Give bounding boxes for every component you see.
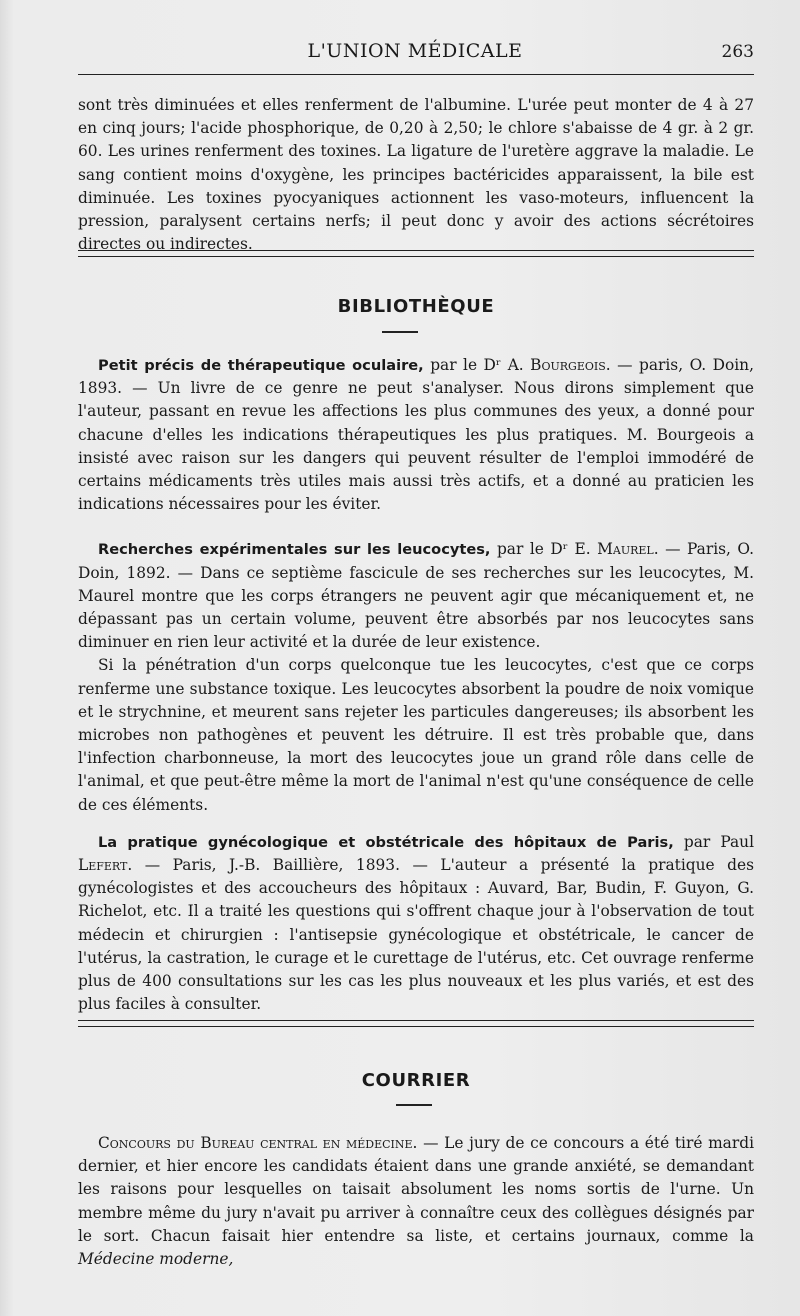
- header-rule: [78, 74, 754, 75]
- review-title: La pratique gynécologique et obstétricale des hôpitaux de Paris,: [98, 833, 674, 851]
- review-title: Recherches expérimentales sur les leucocytes,: [98, 541, 491, 559]
- review-text: . — Paris, O. Doin, 1892. — Dans ce septième fascicule de ses recherches sur les leucocytes, M. Maurel montre que les corps étrangers ne peuvent agir que mécaniquement et, ne dépassant pas un certain volume, peuvent être absorbés par nos leucocytes sans diminuer en rien leur activité et la durée de leur existence.: [78, 540, 755, 652]
- review-text: . — Paris, J.-B. Baillière, 1893. — L'auteur a présenté la pratique des gynécologistes et des accoucheurs des hôpitaux : Auvard, Bar, Budin, F. Guyon, G. Richelot, etc. Il a traité les questions qui s'offrent chaque jour à l'observation de tout médecin et chirurgien : l'antisepsie gynécologique et obstétricale, le cancer de l'utérus, la castration, le curage et le curettage de l'utérus, etc. Cet ouvrage renferme plus de 400 consultations sur les cas les plus nouveaux et les plus variés, et est des plus faciles à consulter.: [78, 856, 754, 1014]
- courrier-heading: COURRIER: [361, 1070, 471, 1091]
- page-number: 263: [721, 42, 754, 62]
- review-author: Bourgeois: [530, 356, 606, 374]
- intro-text: sont très diminuées et elles renferment de l'albumine. L'urée peut monter de 4 à 27 en cinq jours; l'acide phosphorique, de 0,20 à 2,50; le chlore s'abaisse de 4 gr. à 2 gr. 60. Les urines renferment des toxines. La ligature de l'uretère aggrave la maladie. Le sang contient moins d'oxygène, les principes bactéricides apparaissent, la bile est diminuée. Les toxines pyocyaniques actionnent les vaso-moteurs, influencent la pression, paralysent certains nerfs; il peut donc y avoir des actions sécrétoires directes ou indirectes.: [78, 96, 754, 254]
- courrier-lead: Concours du Bureau central en médecine.: [98, 1134, 418, 1152]
- courrier-text: Concours du Bureau central en médecine. — Le jury de ce concours a été tiré mardi dernier, et hier encore les candidats étaient dans une grande anxiété, se demandant les raisons pour lesquelles on taisait absolument les noms sortis de l'urne. Un membre même du jury n'avait pu arriver à connaître ceux des collègues désignés par le sort. Chacun faisait hier entendre sa liste, et certains journaux, comme la Médecine moderne,: [78, 1134, 754, 1269]
- section-divider-bottom: [78, 1020, 754, 1027]
- heading-underline: [382, 331, 418, 333]
- bibliotheque-reviews: [78, 354, 754, 1016]
- section-divider-top: [78, 250, 754, 257]
- courrier-paragraph: [78, 1132, 754, 1271]
- journal-name: Médecine moderne,: [78, 1250, 234, 1269]
- review-text: . — paris, O. Doin, 1893. — Un livre de ce genre ne peut s'analyser. Nous dirons simplement que l'auteur, passant en revue les affections les plus communes des yeux, a donné pour chacune d'elles les indications thérapeutiques les plus pratiques. M. Bourgeois a insisté avec raison sur les dangers qui peuvent résulter de l'emploi immodéré de certains médicaments très utiles mais aussi très actifs, et a donné au praticien les indications nécessaires pour les éviter.: [78, 356, 754, 514]
- intro-paragraph: [78, 94, 754, 256]
- review-title: Petit précis de thérapeutique oculaire,: [98, 357, 424, 374]
- running-title: L'UNION MÉDICALE: [307, 40, 523, 62]
- review-author: Maurel: [597, 540, 654, 559]
- bibliotheque-heading: BIBLIOTHÈQUE: [337, 296, 495, 317]
- review-recherches-continued: Si la pénétration d'un corps quelconque tue les leucocytes, c'est que ce corps renferme une substance toxique. Les leucocytes absorbent la poudre de noix vomique et le strychnine, et meurent sans rejeter les particules dangereuses; ils absorbent les microbes non pathogènes et peuvent les détruire. Il est très probable que, dans l'infection charbonneuse, la mort des leucocytes joue un grand rôle dans celle de l'animal, et que peut-être même la mort de l'animal n'est qu'une conséquence de celle de ces éléments.: [78, 656, 754, 814]
- page-header: [76, 36, 754, 66]
- review-author: Lefert: [78, 856, 128, 875]
- review-pratique-gynecologique: La pratique gynécologique et obstétricale des hôpitaux de Paris, par Paul Lefert. — Paris, J.-B. Baillière, 1893. — L'auteur a présenté la pratique des gynécologistes et des accoucheurs des hôpitaux : Auvard, Bar, Budin, F. Guyon, G. Richelot, etc. Il a traité les questions qui s'offrent chaque jour à l'observation de tout médecin et chirurgien : l'antisepsie gynécologique et obstétricale, le cancer de l'utérus, la castration, le curage et le curettage de l'utérus, etc. Cet ouvrage renferme plus de 400 consultations sur les cas les plus nouveaux et les plus variés, et est des plus faciles à consulter.: [78, 832, 755, 1014]
- review-recherches: Recherches expérimentales sur les leucocytes, par le Dʳ E. Maurel. — Paris, O. Doin, 1892. — Dans ce septième fascicule de ses recherches sur les leucocytes, M. Maurel montre que les corps étrangers ne peuvent agir que mécaniquement et, ne dépassant pas un certain volume, peuvent être absorbés par nos leucocytes sans diminuer en rien leur activité et la durée de leur existence.: [78, 540, 755, 652]
- heading-underline: [396, 1104, 432, 1106]
- review-petit-precis: Petit précis de thérapeutique oculaire, par le Dʳ A. Bourgeois. — paris, O. Doin, 1893. — Un livre de ce genre ne peut s'analyser. Nous dirons simplement que l'auteur, passant en revue les affections les plus communes des yeux, a donné pour chacune d'elles les indications thérapeutiques les plus pratiques. M. Bourgeois a insisté avec raison sur les dangers qui peuvent résulter de l'emploi immodéré de certains médicaments très utiles mais aussi très actifs, et a donné au praticien les indications nécessaires pour les éviter.: [78, 356, 754, 514]
